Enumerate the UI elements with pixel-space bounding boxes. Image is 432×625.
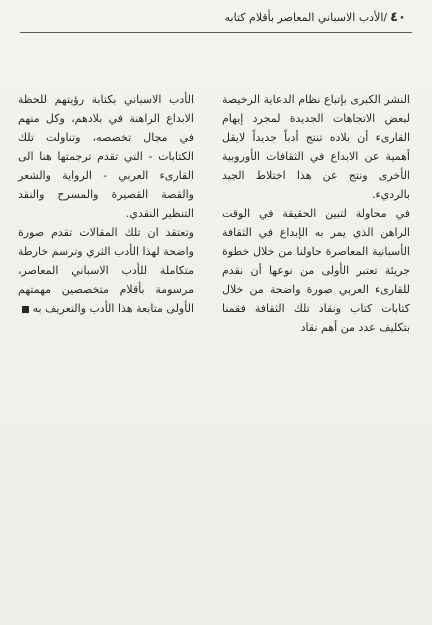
page-number: ٤٠ xyxy=(390,10,406,25)
running-header xyxy=(26,10,406,28)
paragraph: في محاولة لتبين الحقيقة في الوقت الراهن الذي يمر به الإبداع في الثقافة الأسبانية المعاصرة حاولنا من خلال خطوة جريئة تعتبر الأولى من نوعها أن نقدم للقارىء العربي صورة واضحة من خلال كتابات كتاب ونقاد تلك الثقافة فقمنا بتكليف عدد من أهم نقاد xyxy=(222,207,410,334)
paragraph: النشر الكبرى بإتباع نظام الدعاية الرخيصة لبعض الاتجاهات الجديدة لمجرد إيهام القارىء أن بلاده تنتج أدباً جديداً لايقل أهمية عن الابداع في الثقافات الأوروبية الأخرى ونتج عن هذا اختلاط الجيد بالرديء. xyxy=(222,93,410,201)
paragraph xyxy=(18,223,194,318)
text-column-right xyxy=(222,90,410,337)
running-header-title: /الأدب الاسباني المعاصر بأقلام كتابه xyxy=(224,11,388,24)
paragraph-text: وتعتقد ان تلك المقالات تقدم صورة واضحة لهذا الأدب الثري وترسم خارطة متكاملة للأدب الاسباني المعاصر، مرسومة بأقلام متخصصين مهمتهم الأولى متابعة هذا الأدب والتعريف به xyxy=(18,226,194,315)
paragraph: الأدب الاسباني بكتابة رؤيتهم للحظة الابداع الراهنة في بلادهم، وكل منهم في مجال تخصصه، وتناولت تلك الكتابات - التي تقدم ترجمتها هنا الى القارىء العربي - الرواية والشعر والقصة القصيرة والمسرح والنقد التنظير النقدي. xyxy=(18,93,194,220)
text-column-left xyxy=(18,90,194,318)
end-of-article-mark xyxy=(22,306,29,313)
header-divider xyxy=(20,32,412,33)
